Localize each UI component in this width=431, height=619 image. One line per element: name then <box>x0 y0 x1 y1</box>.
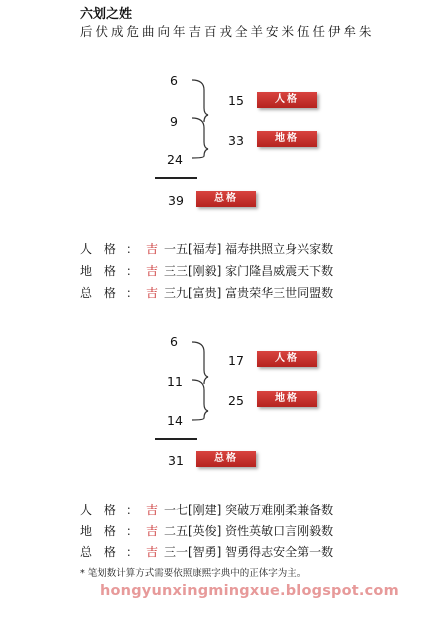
ren-ge-value: 17 <box>228 353 244 368</box>
page-title: 六划之姓 <box>80 7 133 22</box>
zong-ge-value: 31 <box>168 453 184 468</box>
ren-ge-value: 15 <box>228 93 244 108</box>
ren-ge-badge: 人格 <box>257 351 317 367</box>
footnote: * 笔划数计算方式需要依照康熙字典中的正体字为主。 <box>80 568 307 579</box>
sum-rule <box>155 177 197 179</box>
result-row-di-ge: 地 格 ： 吉 二五[英俊] 资性英敏口言刚毅数 <box>80 524 334 538</box>
di-ge-value: 33 <box>228 133 244 148</box>
result-row-ren-ge: 人 格 ： 吉 一五[福寿] 福寿拱照立身兴家数 <box>80 242 334 256</box>
stroke-number-2: 11 <box>167 374 183 389</box>
stroke-number-1: 6 <box>170 73 178 88</box>
ren-ge-badge: 人格 <box>257 92 317 108</box>
result-row-zong-ge: 总 格 ： 吉 三一[智勇] 智勇得志安全第一数 <box>80 545 334 559</box>
zong-ge-badge: 总格 <box>196 191 256 207</box>
stroke-number-1: 6 <box>170 334 178 349</box>
result-row-zong-ge: 总 格 ： 吉 三九[富贵] 富贵荣华三世同盟数 <box>80 286 334 300</box>
zong-ge-badge: 总格 <box>196 451 256 467</box>
di-ge-value: 25 <box>228 393 244 408</box>
stroke-number-3: 14 <box>167 413 183 428</box>
sum-rule <box>155 438 197 440</box>
result-row-di-ge: 地 格 ： 吉 三三[刚毅] 家门隆昌威震天下数 <box>80 264 334 278</box>
di-ge-badge: 地格 <box>257 391 317 407</box>
surname-list: 后伏成危曲向年吉百戎全羊安米伍任伊牟朱 <box>80 24 375 39</box>
brace-icon <box>190 340 210 422</box>
brace-icon <box>190 78 210 160</box>
result-row-ren-ge: 人 格 ： 吉 一七[刚建] 突破万难刚柔兼备数 <box>80 503 334 517</box>
di-ge-badge: 地格 <box>257 131 317 147</box>
watermark: hongyunxingmingxue.blogspot.com <box>100 583 399 599</box>
stroke-number-3: 24 <box>167 152 183 167</box>
zong-ge-value: 39 <box>168 193 184 208</box>
stroke-number-2: 9 <box>170 114 178 129</box>
